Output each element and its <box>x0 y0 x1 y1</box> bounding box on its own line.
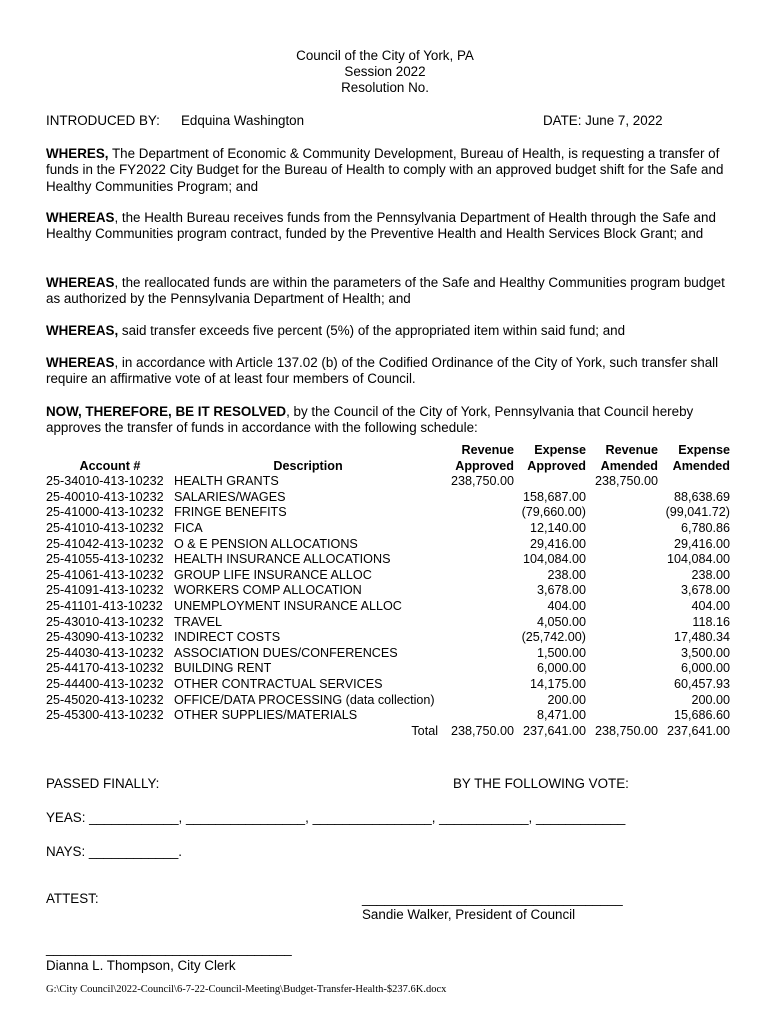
row-exp-approved: 14,175.00 <box>529 676 586 691</box>
paragraph-3 <box>46 275 730 308</box>
document-header <box>0 48 770 96</box>
row-description: OFFICE/DATA PROCESSING (data collection) <box>174 692 435 707</box>
row-rev-amended <box>586 615 658 631</box>
table-row <box>46 583 730 599</box>
paragraph-text: , the Health Bureau receives funds from the Pennsylvania Department of Health through the Safe and Healthy Communities program contract, funded by the Preventive Health and Health Services Block Grant; and <box>46 210 716 242</box>
row-description: SALARIES/WAGES <box>174 489 286 504</box>
header-spacer <box>174 443 442 459</box>
table-row <box>46 599 730 615</box>
row-account: 25-44170-413-10232 <box>46 661 164 676</box>
row-exp-amended: 60,457.93 <box>673 676 730 691</box>
clerk-name: Dianna L. Thompson, City Clerk <box>46 958 236 973</box>
total-label: Total <box>411 723 438 738</box>
row-account: 25-40010-413-10232 <box>46 489 164 504</box>
row-exp-amended: 88,638.69 <box>673 489 730 504</box>
row-rev-approved <box>442 552 514 568</box>
by-following-vote-label: BY THE FOLLOWING VOTE: <box>453 776 629 791</box>
row-exp-approved: 200.00 <box>547 692 586 707</box>
header-exp-approved-bottom: Approved <box>527 458 586 473</box>
paragraph-text: said transfer exceeds five percent (5%) of the appropriated item within said fund; and <box>118 323 626 338</box>
paragraph-text: The Department of Economic & Community Development, Bureau of Health, is requesting a transfer of funds in the FY2022 City Budget for the Bureau of Health to comply with an approved budget shift for the Safe and Healthy Communities Program; and <box>46 146 724 194</box>
row-description: O & E PENSION ALLOCATIONS <box>174 536 358 551</box>
row-exp-approved <box>514 474 586 490</box>
row-account: 25-44030-413-10232 <box>46 645 164 660</box>
introduced-by-name: Edquina Washington <box>181 113 305 128</box>
header-description: Description <box>273 458 343 473</box>
row-account: 25-41061-413-10232 <box>46 567 164 582</box>
row-exp-approved: 4,050.00 <box>536 614 586 629</box>
row-description: ASSOCIATION DUES/CONFERENCES <box>174 645 398 660</box>
row-rev-amended <box>586 490 658 506</box>
row-description: FRINGE BENEFITS <box>174 505 287 520</box>
resolution-number: Resolution No. <box>341 80 429 95</box>
row-rev-amended <box>586 630 658 646</box>
row-exp-amended: 17,480.34 <box>673 630 730 645</box>
row-rev-amended <box>586 599 658 615</box>
row-exp-approved: 104,084.00 <box>522 552 586 567</box>
row-exp-amended: 3,678.00 <box>680 583 730 598</box>
table-row <box>46 708 730 724</box>
header-rev-amended-bottom: Amended <box>600 458 658 473</box>
header-rev-amended-top: Revenue <box>605 443 658 457</box>
row-exp-approved: 3,678.00 <box>536 583 586 598</box>
row-exp-approved: (79,660.00) <box>521 505 586 520</box>
header-exp-approved-top: Expense <box>534 443 586 457</box>
nays-line: NAYS: ____________. <box>46 844 182 859</box>
row-account: 25-41000-413-10232 <box>46 505 164 520</box>
row-rev-approved <box>442 646 514 662</box>
introduced-by-row <box>46 113 726 129</box>
table-row <box>46 615 730 631</box>
row-rev-amended <box>586 693 658 709</box>
row-account: 25-41091-413-10232 <box>46 583 164 598</box>
row-exp-approved: 12,140.00 <box>529 520 586 535</box>
row-account: 25-45300-413-10232 <box>46 708 164 723</box>
row-description: TRAVEL <box>174 614 223 629</box>
row-exp-approved: 404.00 <box>547 598 586 613</box>
row-description: HEALTH INSURANCE ALLOCATIONS <box>174 552 391 567</box>
header-rev-approved-bottom: Approved <box>455 458 514 473</box>
row-exp-amended: 200.00 <box>691 692 730 707</box>
row-exp-approved: 6,000.00 <box>536 661 586 676</box>
row-exp-amended: 118.16 <box>692 614 730 629</box>
row-description: UNEMPLOYMENT INSURANCE ALLOC <box>174 598 402 613</box>
row-exp-approved: (25,742.00) <box>521 630 586 645</box>
row-exp-approved: 238.00 <box>547 567 586 582</box>
table-row <box>46 474 730 490</box>
row-rev-amended <box>586 661 658 677</box>
row-description: HEALTH GRANTS <box>174 474 279 489</box>
paragraph-text: , in accordance with Article 137.02 (b) of the Codified Ordinance of the City of York, such transfer shall require an affirmative vote of at least four members of Council. <box>46 355 719 387</box>
row-rev-approved <box>442 505 514 521</box>
row-rev-approved: 238,750.00 <box>450 474 514 489</box>
total-rev-approved: 238,750.00 <box>450 723 514 738</box>
table-row <box>46 677 730 693</box>
row-exp-amended: 15,686.60 <box>673 708 730 723</box>
table-row <box>46 630 730 646</box>
row-account: 25-44400-413-10232 <box>46 676 164 691</box>
row-rev-approved <box>442 677 514 693</box>
paragraph-lead: WHERES, <box>46 146 109 161</box>
table-row <box>46 490 730 506</box>
row-rev-approved <box>442 615 514 631</box>
row-rev-approved <box>442 521 514 537</box>
table-row <box>46 568 730 584</box>
row-rev-approved <box>442 568 514 584</box>
row-description: WORKERS COMP ALLOCATION <box>174 583 362 598</box>
row-rev-approved <box>442 630 514 646</box>
row-exp-approved: 29,416.00 <box>529 536 586 551</box>
row-rev-amended: 238,750.00 <box>594 474 658 489</box>
introduced-by-label: INTRODUCED BY: <box>46 113 160 128</box>
paragraph-2 <box>46 210 730 243</box>
row-exp-approved: 1,500.00 <box>536 645 586 660</box>
row-exp-amended: 3,500.00 <box>680 645 730 660</box>
header-exp-amended-top: Expense <box>678 443 730 457</box>
row-description: OTHER SUPPLIES/MATERIALS <box>174 708 358 723</box>
row-description: OTHER CONTRACTUAL SERVICES <box>174 676 383 691</box>
row-account: 25-43010-413-10232 <box>46 614 164 629</box>
table-row <box>46 661 730 677</box>
yeas-line: YEAS: ____________, ________________, ________________, ____________, ____________ <box>46 810 626 825</box>
paragraph-text: , by the Council of the City of York, Pennsylvania that Council hereby approves the transfer of funds in accordance with the following schedule: <box>46 404 694 436</box>
total-exp-approved: 237,641.00 <box>522 723 586 738</box>
resolution-date: DATE: June 7, 2022 <box>543 113 663 128</box>
row-rev-amended <box>586 708 658 724</box>
header-account: Account # <box>79 458 141 473</box>
total-rev-amended: 238,750.00 <box>594 723 658 738</box>
row-rev-amended <box>586 677 658 693</box>
file-path-footer: G:\City Council\2022-Council\6-7-22-Council-Meeting\Budget-Transfer-Health-$237.6K.docx <box>46 984 447 995</box>
row-rev-approved <box>442 490 514 506</box>
row-rev-amended <box>586 568 658 584</box>
row-rev-approved <box>442 708 514 724</box>
total-spacer <box>46 724 174 740</box>
row-rev-amended <box>586 646 658 662</box>
president-signature-line: ___________________________________ <box>362 891 623 906</box>
table-row <box>46 505 730 521</box>
row-rev-amended <box>586 521 658 537</box>
row-account: 25-41101-413-10232 <box>46 598 163 613</box>
row-exp-amended: 6,780.86 <box>680 520 730 535</box>
row-exp-approved: 158,687.00 <box>522 489 586 504</box>
row-description: INDIRECT COSTS <box>174 630 281 645</box>
table-row <box>46 693 730 709</box>
paragraph-lead: WHEREAS, <box>46 323 119 338</box>
row-account: 25-41042-413-10232 <box>46 536 164 551</box>
row-exp-amended: 404.00 <box>691 598 730 613</box>
row-rev-approved <box>442 583 514 599</box>
row-exp-amended: 6,000.00 <box>680 661 730 676</box>
clerk-signature-line: _________________________________ <box>46 941 292 956</box>
row-rev-amended <box>586 552 658 568</box>
row-description: BUILDING RENT <box>174 661 272 676</box>
president-name: Sandie Walker, President of Council <box>362 907 576 922</box>
row-account: 25-43090-413-10232 <box>46 630 164 645</box>
attest-label: ATTEST: <box>46 891 99 906</box>
paragraph-1 <box>46 146 730 195</box>
paragraph-6 <box>46 404 730 437</box>
row-account: 25-41055-413-10232 <box>46 552 164 567</box>
paragraph-5 <box>46 355 730 388</box>
paragraph-lead: WHEREAS <box>46 275 115 290</box>
row-description: FICA <box>174 520 203 535</box>
row-exp-amended: 104,084.00 <box>666 552 730 567</box>
row-exp-approved: 8,471.00 <box>536 708 586 723</box>
total-row <box>46 724 730 740</box>
table-header-row-2 <box>46 459 730 475</box>
paragraph-lead: WHEREAS <box>46 355 115 370</box>
table-header-row-1 <box>46 443 730 459</box>
total-exp-amended: 237,641.00 <box>666 723 730 738</box>
header-exp-amended-bottom: Amended <box>672 458 730 473</box>
row-rev-amended <box>586 537 658 553</box>
header-spacer <box>46 443 174 459</box>
council-title: Council of the City of York, PA <box>296 48 474 63</box>
row-rev-approved <box>442 661 514 677</box>
budget-schedule-table <box>46 443 730 739</box>
row-account: 25-45020-413-10232 <box>46 692 164 707</box>
paragraph-lead: WHEREAS <box>46 210 115 225</box>
row-rev-amended <box>586 583 658 599</box>
paragraph-lead: NOW, THEREFORE, BE IT RESOLVED <box>46 404 287 419</box>
row-rev-amended <box>586 505 658 521</box>
header-rev-approved-top: Revenue <box>461 443 514 457</box>
table-row <box>46 521 730 537</box>
row-rev-approved <box>442 537 514 553</box>
table-row <box>46 552 730 568</box>
row-exp-amended <box>658 474 730 490</box>
row-description: GROUP LIFE INSURANCE ALLOC <box>174 567 372 582</box>
table-row <box>46 646 730 662</box>
row-exp-amended: 238.00 <box>691 567 730 582</box>
row-rev-approved <box>442 599 514 615</box>
table-row <box>46 537 730 553</box>
paragraph-4 <box>46 323 730 339</box>
row-account: 25-34010-413-10232 <box>46 474 164 489</box>
row-rev-approved <box>442 693 514 709</box>
row-account: 25-41010-413-10232 <box>46 520 164 535</box>
session-title: Session 2022 <box>344 64 426 79</box>
passed-finally-label: PASSED FINALLY: <box>46 776 160 791</box>
row-exp-amended: (99,041.72) <box>665 505 730 520</box>
paragraph-text: , the reallocated funds are within the parameters of the Safe and Healthy Communities program budget as authorized by the Pennsylvania Department of Health; and <box>46 275 725 307</box>
row-exp-amended: 29,416.00 <box>673 536 730 551</box>
